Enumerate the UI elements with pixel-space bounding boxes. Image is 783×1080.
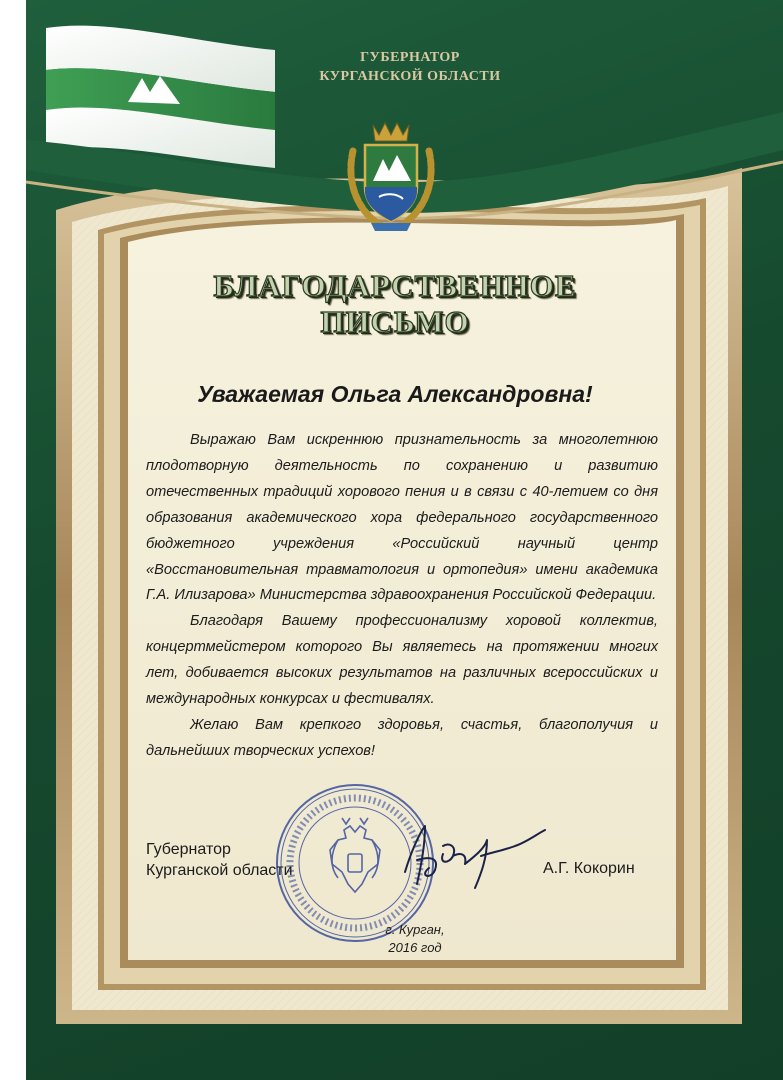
certificate-title-line1: БЛАГОДАРСТВЕННОЕ: [213, 268, 577, 303]
year-text: 2016 год: [388, 940, 442, 955]
signer-position-line2: Курганской области: [146, 862, 293, 879]
body-paragraph: Благодаря Вашему профессионализму хоровой коллектив, концертмейстером которого Вы являетесь на протяжении многих лет, добивается высоких результатов на различных всероссийских и международных конкурсах и фестивалях.: [146, 613, 658, 708]
issuer-title-line1: ГУБЕРНАТОР: [360, 50, 460, 65]
coat-of-arms-icon: [343, 117, 439, 235]
place-and-date: [360, 921, 470, 957]
signer-position-line1: Губернатор: [146, 841, 231, 858]
letter-body: [146, 428, 658, 765]
signature-icon: [395, 812, 555, 902]
body-paragraph: Желаю Вам крепкого здоровья, счастья, благополучия и дальнейших творческих успехов!: [146, 716, 658, 759]
issuer-title: [300, 48, 520, 86]
salutation: Уважаемая Ольга Александровна!: [197, 381, 593, 407]
certificate-title: [180, 268, 610, 340]
place-text: г. Курган,: [385, 922, 445, 937]
body-paragraph: Выражаю Вам искреннюю признательность за многолетнюю плодотворную деятельность по сохранению и развитию отечественных традиций хорового пения и в связи с 40-летием со дня образования академического хора федерального государственного бюджетного учреждения «Российский научный центр «Восстановительная травматология и ортопедия» имени академика Г.А. Илизарова» Министерства здравоохранения Российской Федерации.: [146, 432, 658, 604]
signer-name: А.Г. Кокорин: [543, 860, 635, 877]
signer-position: [146, 839, 293, 881]
issuer-title-line2: КУРГАНСКОЙ ОБЛАСТИ: [319, 69, 501, 84]
certificate-title-line2: ПИСЬМО: [320, 304, 470, 339]
